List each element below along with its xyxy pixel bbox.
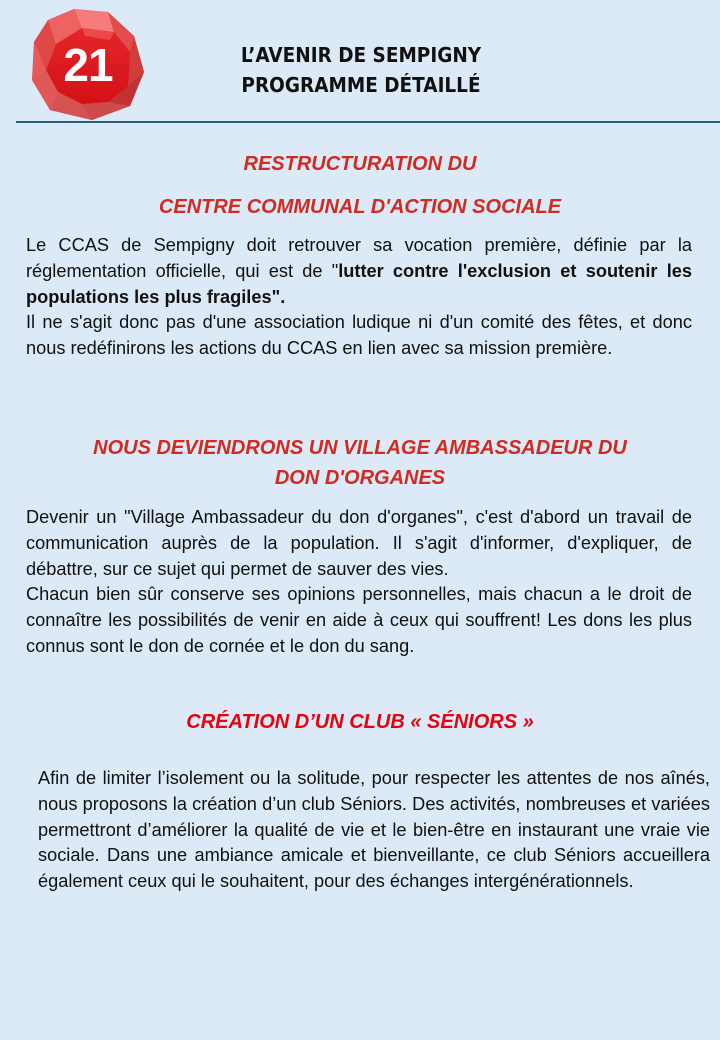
- section-ccas-heading-line-1: RESTRUCTURATION DU: [243, 153, 477, 175]
- section-ccas-paragraph-1: [26, 233, 692, 310]
- section-organ-donation-heading-line-1: NOUS DEVIENDRONS UN VILLAGE AMBASSADEUR DU: [93, 437, 627, 459]
- section-ccas-paragraph-1-text: Le CCAS de Sempigny doit retrouver sa vocation première, définie par la réglementation officielle, qui est de ": [26, 235, 692, 281]
- section-organ-donation-paragraph-1: Devenir un "Village Ambassadeur du don d'organes", c'est d'abord un travail de communication auprès de la population. Il s'agit d'informer, d'expliquer, de débattre, sur ce sujet qui permet de sauver des vies.: [26, 507, 692, 579]
- number-badge: [30, 6, 146, 122]
- page-title: [213, 40, 510, 100]
- section-ccas-paragraph-2: Il ne s'agit donc pas d'une association ludique ni d'un comité des fêtes, et donc nous redéfinirons les actions du CCAS en lien avec sa mission première.: [26, 312, 692, 359]
- page-header: [0, 0, 720, 124]
- title-line-1: L’AVENIR DE SEMPIGNY: [240, 43, 482, 67]
- section-ccas-heading-line-2: CENTRE COMMUNAL D'ACTION SOCIALE: [158, 196, 562, 218]
- section-ccas-paragraph-1-emphasis: lutter contre l'exclusion et soutenir les populations les plus fragiles".: [26, 260, 692, 307]
- header-divider: [16, 121, 720, 123]
- section-organ-donation-paragraph-2: Chacun bien sûr conserve ses opinions personnelles, mais chacun a le droit de connaître les possibilités de venir en aide à ceux qui souffrent! Les dons les plus connus sont le don de cornée et le don du sang.: [26, 584, 692, 656]
- section-seniors-club-body: [38, 766, 710, 895]
- section-organ-donation-body: [26, 505, 692, 660]
- section-seniors-club-heading: CRÉATION D’UN CLUB « SÉNIORS »: [186, 711, 534, 733]
- section-organ-donation-heading-line-2: DON D'ORGANES: [274, 467, 446, 489]
- badge-number: 21: [63, 39, 113, 91]
- section-ccas-body: [26, 233, 692, 362]
- title-line-2: PROGRAMME DÉTAILLÉ: [241, 73, 481, 97]
- section-seniors-club-paragraph-1: Afin de limiter l’isolement ou la solitude, pour respecter les attentes de nos aînés, nous proposons la création d’un club Séniors. Des activités, nombreuses et variées permettront d’améliorer la qualité de vie et le bien-être en instaurant une vraie vie sociale. Dans une ambiance amicale et bienveillante, ce club Séniors accueillera également ceux qui le souhaitent, pour des échanges intergénérationnels.: [38, 768, 710, 892]
